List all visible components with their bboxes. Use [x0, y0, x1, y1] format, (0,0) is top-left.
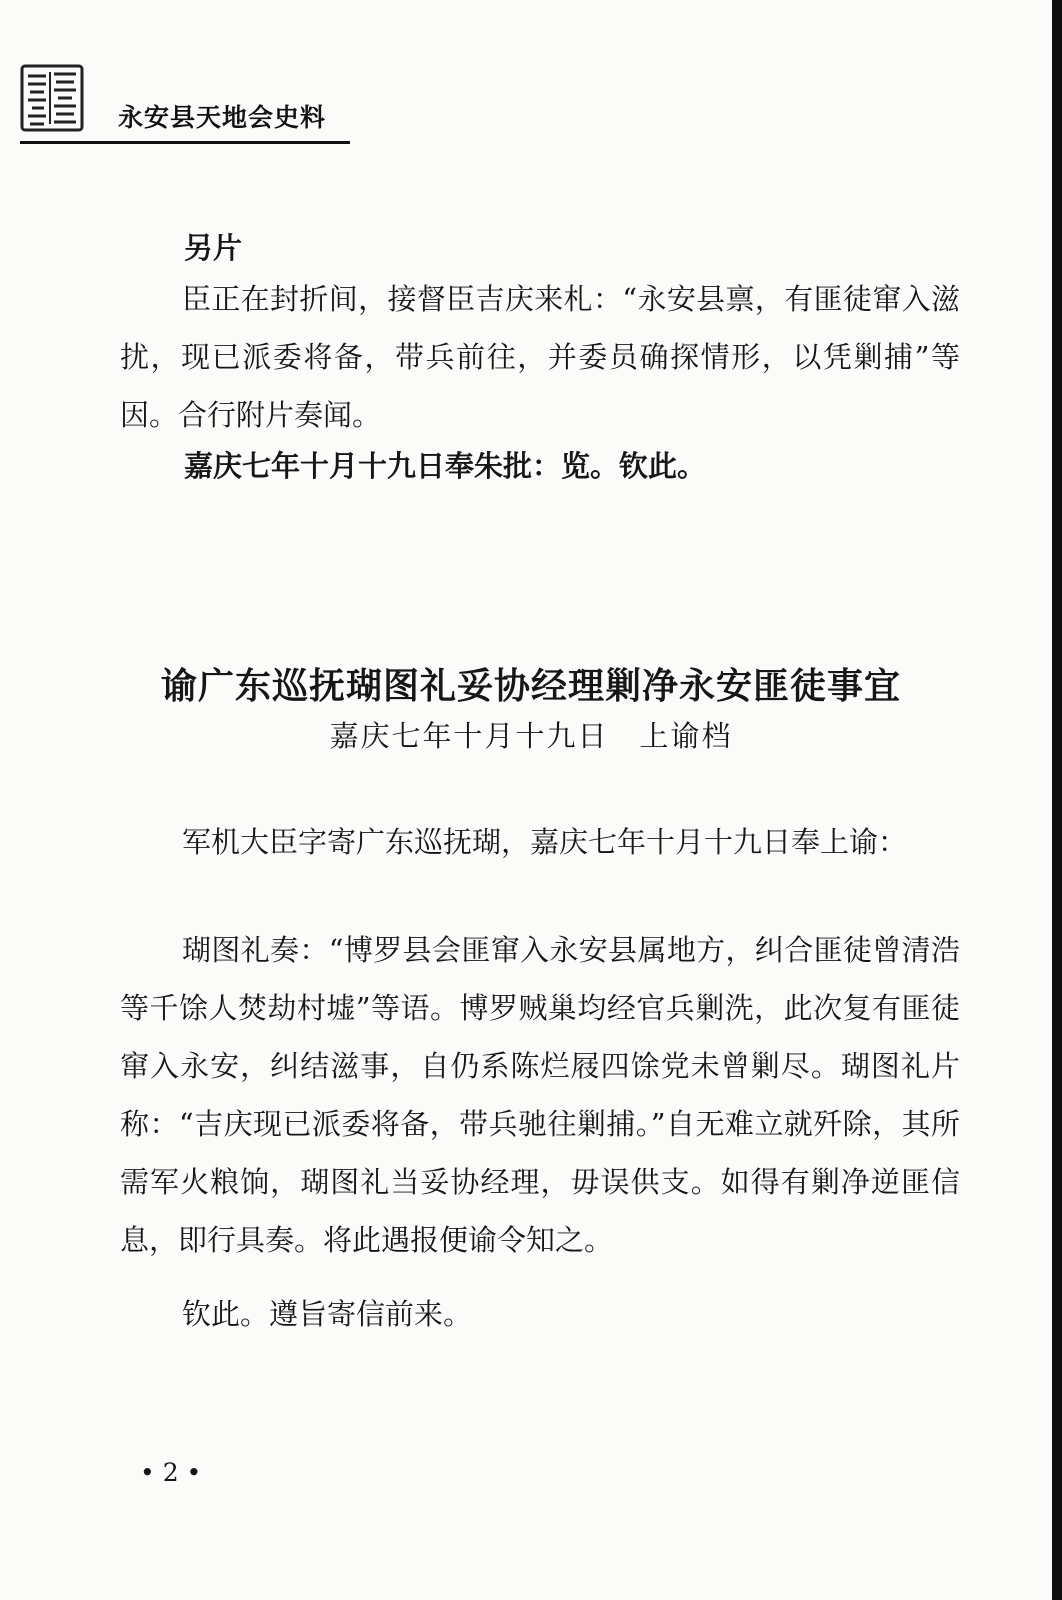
page-number: • 2 • [140, 1458, 202, 1487]
edict-paragraph-3: 钦此。遵旨寄信前来。 [182, 1297, 473, 1331]
attachment-endorsement: 嘉庆七年十月十九日奉朱批：览。钦此。 [184, 449, 707, 483]
book-title: 永安县天地会史料 [118, 103, 327, 132]
edict-paragraph-1: 军机大臣字寄广东巡抚瑚，嘉庆七年十月十九日奉上谕： [182, 825, 908, 859]
header-rule [20, 141, 350, 144]
scan-edge-shadow [1052, 0, 1062, 1600]
edict-paragraph-2: 瑚图礼奏：“博罗县会匪窜入永安县属地方，纠合匪徒曾清浩等千馀人焚劫村墟”等语。博罗贼巢均经官兵剿洗，此次复有匪徒窜入永安，纠结滋事，自仍系陈烂屐四馀党未曾剿尽。瑚图礼片称：“吉庆现已派委将备，带兵驰往剿捕。”自无难立就歼除，其所需军火粮饷，瑚图礼当妥协经理，毋误供支。如得有剿净逆匪信息，即行具奏。将此遇报便谕令知之。 [120, 933, 960, 1257]
attachment-paragraph: 臣正在封折间，接督臣吉庆来札：“永安县禀，有匪徒窜入滋扰，现已派委将备，带兵前往，并委员确探情形，以凭剿捕”等因。合行附片奏闻。 [120, 282, 960, 432]
seal-logo-icon [20, 64, 84, 132]
edict-title: 谕广东巡抚瑚图礼妥协经理剿净永安匪徒事宜 [160, 666, 901, 707]
attachment-label: 另片 [184, 231, 243, 265]
edict-subtitle: 嘉庆七年十月十九日 上谕档 [329, 719, 733, 753]
